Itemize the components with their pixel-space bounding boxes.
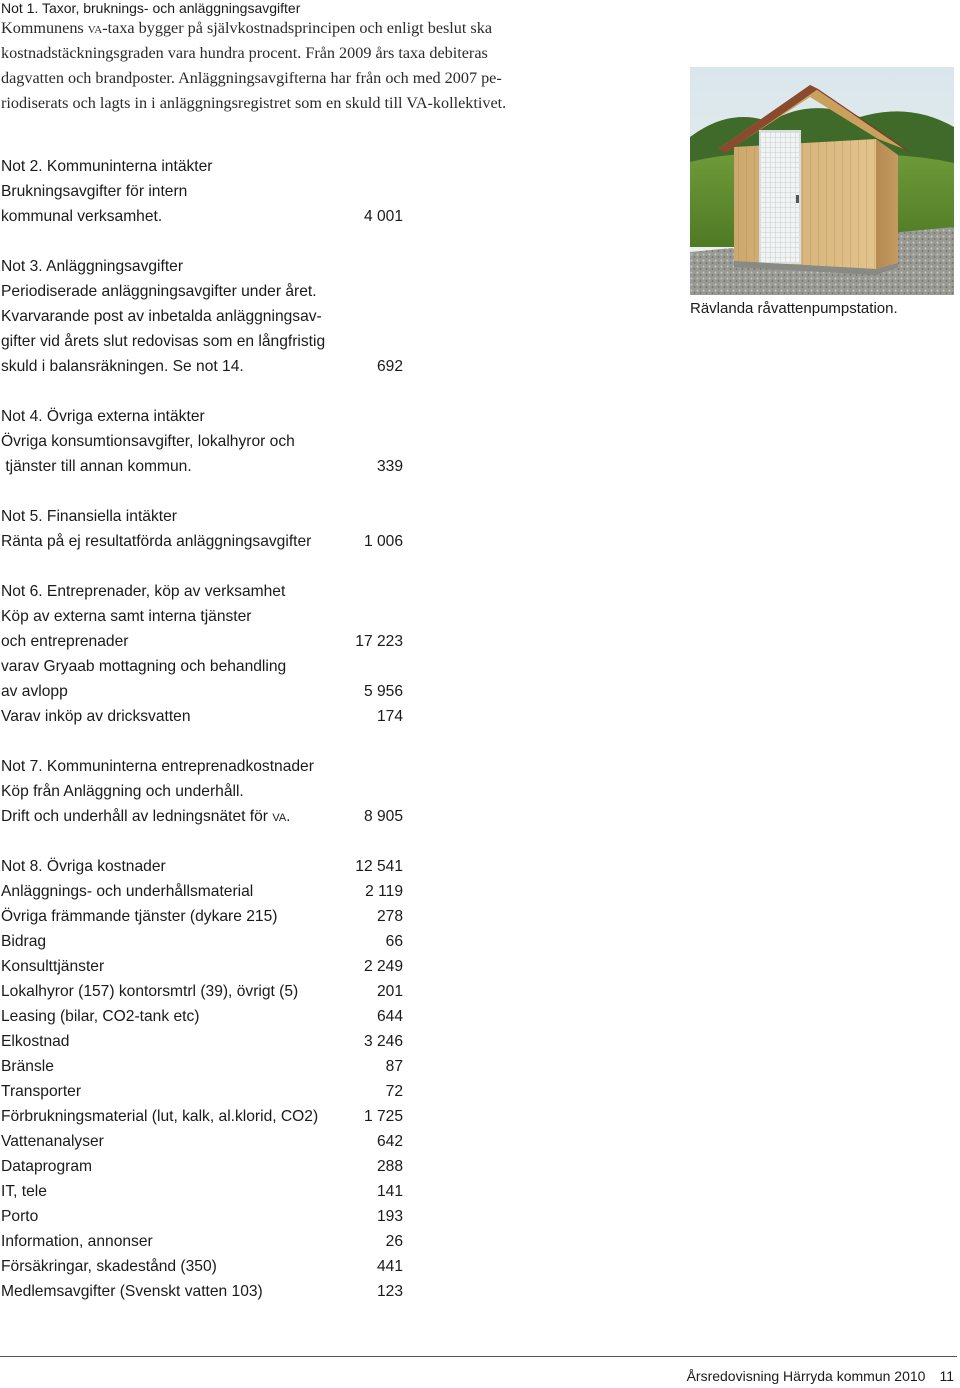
table-row <box>1 179 403 204</box>
table-row <box>1 1204 403 1229</box>
row-value: 2 119 <box>365 883 403 900</box>
row-label: Ränta på ej resultatförda anläggningsavgifter <box>1 533 312 550</box>
row-value: 2 249 <box>363 958 403 975</box>
table-row <box>1 329 403 354</box>
table-row <box>1 954 403 979</box>
note-1-heading: Not 1. Taxor, bruknings- och anläggningsavgifter <box>1 0 301 16</box>
row-label: skuld i balansräkningen. Se not 14. <box>1 358 244 375</box>
row-value: 339 <box>376 458 403 475</box>
note-1-word: Kommunens <box>1 19 84 37</box>
row-value: 5 956 <box>363 683 403 700</box>
row-label: IT, tele <box>1 1183 47 1200</box>
row-label: kommunal verksamhet. <box>1 208 163 225</box>
note-8-heading <box>1 854 403 879</box>
row-value: 278 <box>376 908 403 925</box>
row-label: Not 6. Entreprenader, köp av verksamhet <box>1 583 286 600</box>
row-label: och entreprenader <box>1 633 129 650</box>
row-value: 174 <box>376 708 403 725</box>
row-label: Övriga konsumtionsavgifter, lokalhyror och <box>1 433 295 450</box>
row-value: 1 006 <box>363 533 403 550</box>
table-row <box>1 354 403 379</box>
row-value: 123 <box>376 1283 403 1300</box>
row-label: Köp av externa samt interna tjänster <box>1 608 252 625</box>
row-value: 692 <box>376 358 403 375</box>
page-footer <box>687 1366 954 1386</box>
row-label: Not 8. Övriga kostnader <box>1 858 166 875</box>
note-2-heading <box>1 154 403 179</box>
row-label: Porto <box>1 1208 39 1225</box>
row-label-text: Drift och underhåll av ledningsnätet för <box>1 808 268 825</box>
table-row <box>1 904 403 929</box>
note-3-heading <box>1 254 403 279</box>
row-value: 87 <box>385 1058 403 1075</box>
row-label: Information, annonser <box>1 1233 153 1250</box>
table-row <box>1 979 403 1004</box>
va-abbrev: va. <box>272 808 291 825</box>
table-row <box>1 429 403 454</box>
row-value: 644 <box>376 1008 403 1025</box>
row-value: 441 <box>376 1258 403 1275</box>
row-label: Brukningsavgifter för intern <box>1 183 188 200</box>
note-1-line <box>1 16 641 41</box>
table-row <box>1 1054 403 1079</box>
row-value: 642 <box>376 1133 403 1150</box>
va-abbrev: va <box>87 19 103 37</box>
table-row <box>1 1154 403 1179</box>
row-label: Övriga främmande tjänster (dykare 215) <box>1 908 278 925</box>
row-value: 17 223 <box>355 633 403 650</box>
table-row <box>1 779 403 804</box>
table-row <box>1 879 403 904</box>
row-label: Not 7. Kommuninterna entreprenadkostnader <box>1 758 314 775</box>
table-row <box>1 929 403 954</box>
row-label: Not 5. Finansiella intäkter <box>1 508 177 525</box>
row-value: 288 <box>376 1158 403 1175</box>
row-label: Förbrukningsmaterial (lut, kalk, al.klorid, CO2) <box>1 1108 319 1125</box>
note-7-heading <box>1 754 403 779</box>
table-row <box>1 1254 403 1279</box>
note-1-line-rest: -taxa bygger på självkostnadsprincipen och enligt beslut ska <box>102 19 493 37</box>
table-row <box>1 1079 403 1104</box>
table-row <box>1 1104 403 1129</box>
table-row <box>1 604 403 629</box>
row-label: Elkostnad <box>1 1033 70 1050</box>
row-label: Not 3. Anläggningsavgifter <box>1 258 184 275</box>
table-row <box>1 1129 403 1154</box>
row-value: 8 905 <box>363 808 403 825</box>
note-1-line: kostnadstäckningsgraden vara hundra procent. Från 2009 års taxa debiteras <box>1 44 488 62</box>
row-label: Köp från Anläggning och underhåll. <box>1 783 244 800</box>
table-row <box>1 1179 403 1204</box>
row-label <box>1 804 291 829</box>
note-5-heading <box>1 504 403 529</box>
table-row <box>1 1004 403 1029</box>
table-row <box>1 529 403 554</box>
footer-title: Årsredovisning Härryda kommun 2010 <box>686 1368 926 1384</box>
table-row <box>1 454 403 479</box>
table-row <box>1 304 403 329</box>
photo-caption: Rävlanda råvattenpumpstation. <box>690 300 898 317</box>
row-value: 4 001 <box>363 208 403 225</box>
row-label: Kvarvarande post av inbetalda anläggningsav- <box>1 308 322 325</box>
row-value: 72 <box>385 1083 403 1100</box>
note-1-line: dagvatten och brandposter. Anläggningsavgifterna har från och med 2007 pe- <box>1 69 502 87</box>
page-number: 11 <box>939 1368 954 1384</box>
row-label: Dataprogram <box>1 1158 93 1175</box>
row-label: Varav inköp av dricksvatten <box>1 708 191 725</box>
row-value: 141 <box>376 1183 403 1200</box>
table-row <box>1 1229 403 1254</box>
row-value: 201 <box>376 983 403 1000</box>
row-label: Periodiserade anläggningsavgifter under året. <box>1 283 317 300</box>
table-row <box>1 679 403 704</box>
row-label: Konsulttjänster <box>1 958 105 975</box>
note-1-line: riodiserats och lagts in i anläggningsregistret som en skuld till VA-kollektivet. <box>1 94 507 112</box>
table-row <box>1 704 403 729</box>
row-label: Not 4. Övriga externa intäkter <box>1 408 205 425</box>
row-value: 66 <box>385 933 403 950</box>
footer-rule <box>0 1356 957 1357</box>
table-row <box>1 629 403 654</box>
row-label: Försäkringar, skadestånd (350) <box>1 1258 217 1275</box>
row-label: Transporter <box>1 1083 82 1100</box>
row-value: 26 <box>385 1233 403 1250</box>
row-label: tjänster till annan kommun. <box>1 458 192 475</box>
row-label: Medlemsavgifter (Svenskt vatten 103) <box>1 1283 263 1300</box>
row-label: Bidrag <box>1 933 47 950</box>
table-row <box>1 279 403 304</box>
row-value: 1 725 <box>363 1108 403 1125</box>
row-label: Anläggnings- och underhållsmaterial <box>1 883 254 900</box>
row-label: gifter vid årets slut redovisas som en långfristig <box>1 333 326 350</box>
note-6-heading <box>1 579 403 604</box>
table-row <box>1 654 403 679</box>
table-row <box>1 204 403 229</box>
table-row <box>1 804 403 829</box>
note-1-body <box>1 16 641 116</box>
table-row <box>1 1029 403 1054</box>
row-label: Bränsle <box>1 1058 54 1075</box>
row-label: Vattenanalyser <box>1 1133 104 1150</box>
row-label: Lokalhyror (157) kontorsmtrl (39), övrigt (5) <box>1 983 299 1000</box>
row-value: 12 541 <box>355 858 403 875</box>
row-value: 3 246 <box>363 1033 403 1050</box>
table-row <box>1 1279 403 1304</box>
note-1 <box>1 0 641 116</box>
pumpstation-photo <box>690 67 954 295</box>
row-label: varav Gryaab mottagning och behandling <box>1 658 287 675</box>
row-label: av avlopp <box>1 683 68 700</box>
row-label: Leasing (bilar, CO2-tank etc) <box>1 1008 200 1025</box>
row-label: Not 2. Kommuninterna intäkter <box>1 158 213 175</box>
note-4-heading <box>1 404 403 429</box>
row-value: 193 <box>376 1208 403 1225</box>
